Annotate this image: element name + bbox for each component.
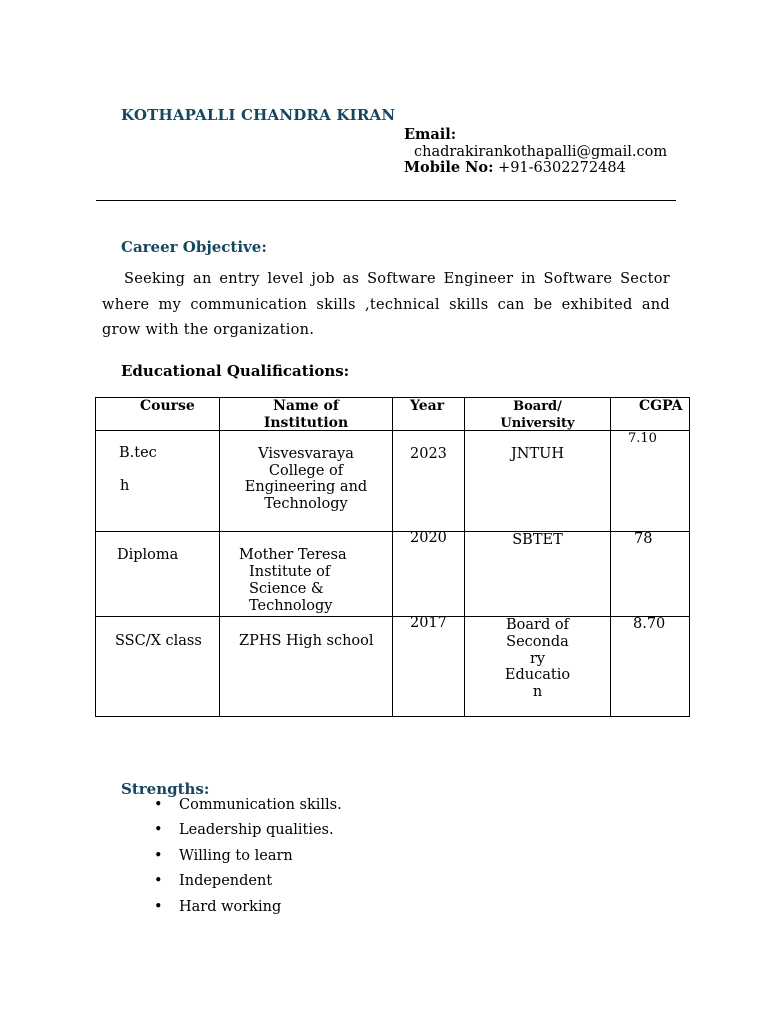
cell-year: 2017 [393, 617, 465, 717]
email-label: Email: [404, 126, 457, 143]
bullet-icon: • [154, 873, 163, 890]
column-header-year: Year [393, 398, 465, 431]
cell-institution: Mother Teresa Institute of Science & Technology [220, 532, 393, 617]
table-row [96, 532, 690, 617]
mobile-label: Mobile No: [404, 159, 494, 176]
cell-board: SBTET [465, 532, 611, 617]
list-item: • Hard working [150, 895, 342, 920]
cell-institution: Visvesvaraya College of Engineering and Technology [220, 431, 393, 532]
table-row [96, 617, 690, 717]
candidate-name: KOTHAPALLI CHANDRA KIRAN [121, 106, 396, 124]
mobile-value: +91-6302272484 [498, 160, 626, 176]
column-header-course: Course [96, 398, 220, 431]
cell-cgpa: 8.70 [611, 617, 690, 717]
career-objective-text: Seeking an entry level job as Software Engineer in Software Sector where my communication skills ,technical skills can be exhibited and grow with the organization. [102, 271, 670, 339]
column-header-cgpa: CGPA [611, 398, 690, 431]
bullet-icon: • [154, 847, 163, 864]
strengths-heading: Strengths: [121, 780, 210, 798]
cell-year: 2020 [393, 532, 465, 617]
cell-board: Board of Seconda ry Educatio n [465, 617, 611, 717]
bullet-icon: • [154, 822, 163, 839]
cell-board: JNTUH [465, 431, 611, 532]
bullet-icon: • [154, 797, 163, 813]
list-item: • Communication skills. [150, 793, 342, 818]
education-heading: Educational Qualifications: [121, 362, 350, 380]
list-item: • Willing to learn [150, 844, 342, 869]
strengths-list [150, 793, 342, 920]
table-header-row [96, 398, 690, 431]
cell-course: Diploma [96, 532, 220, 617]
bullet-icon: • [154, 898, 163, 915]
cell-year: 2023 [393, 431, 465, 532]
cell-cgpa: 78 [611, 532, 690, 617]
header-divider [96, 200, 676, 201]
cell-institution: ZPHS High school [220, 617, 393, 717]
career-objective-heading: Career Objective: [121, 238, 267, 256]
contact-block [404, 127, 667, 177]
education-table [95, 397, 690, 717]
table-row [96, 431, 690, 532]
list-item: • Leadership qualities. [150, 818, 342, 843]
cell-course: B.tec h [96, 431, 220, 532]
column-header-institution: Name of Institution [220, 398, 393, 431]
cell-cgpa: 7.10 [611, 431, 690, 532]
email-value: chadrakirankothapalli@gmail.com [414, 143, 668, 160]
list-item: • Independent [150, 869, 342, 894]
column-header-board: Board/ University [465, 398, 611, 431]
cell-course: SSC/X class [96, 617, 220, 717]
